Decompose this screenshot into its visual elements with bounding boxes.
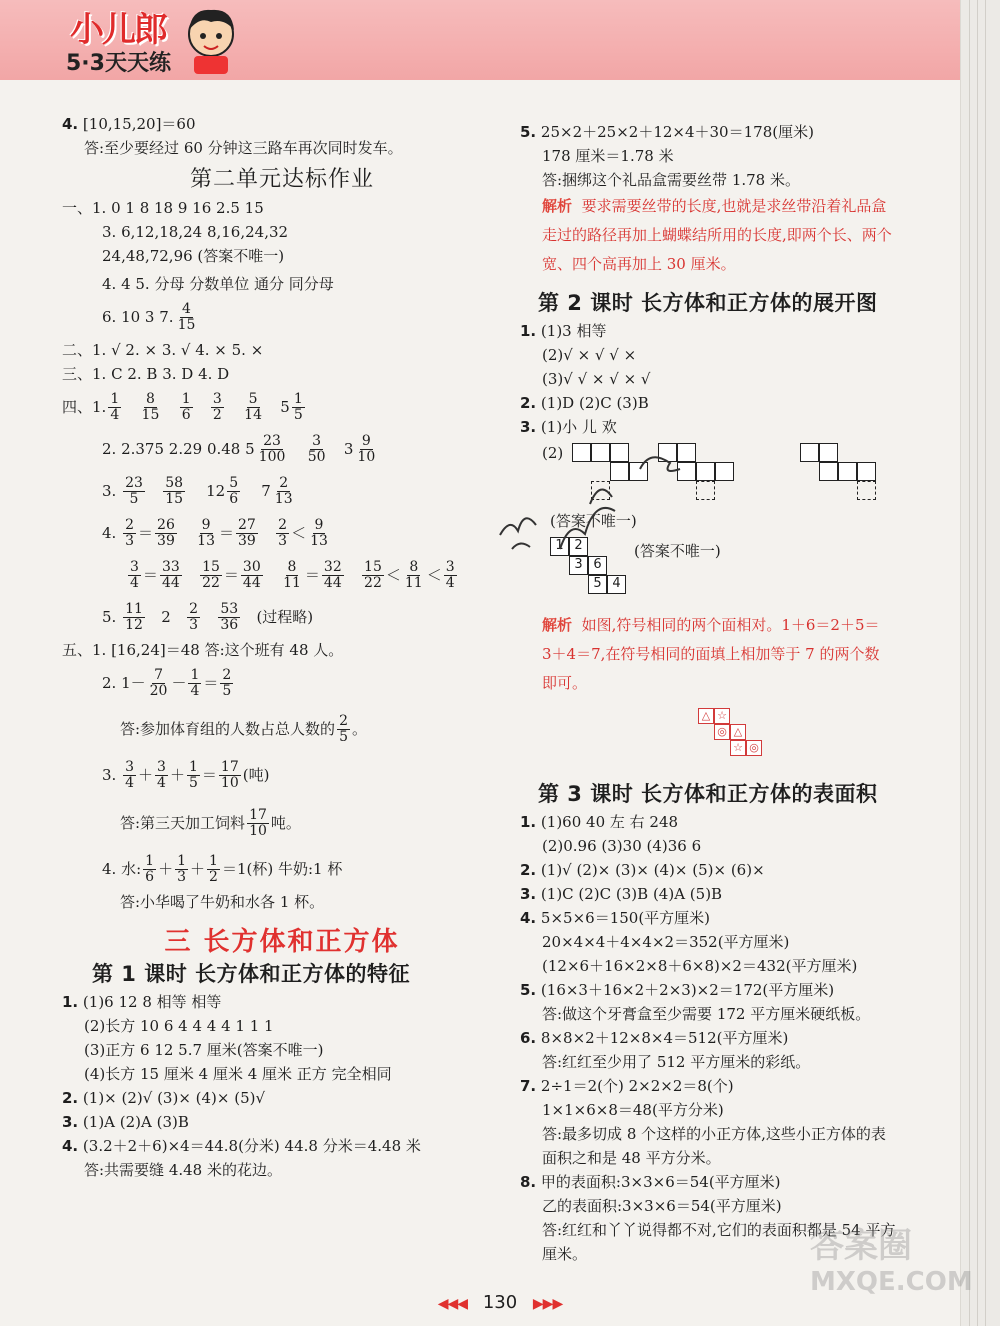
- answer-line: 8. 甲的表面积:3×3×6＝54(平方厘米): [520, 1173, 781, 1191]
- answer-line: (3)√ √ × √ × √: [542, 370, 651, 388]
- answer-line: 4. 5×5×6＝150(平方厘米): [520, 909, 711, 927]
- answer-line: 4. (3.2＋2＋6)×4＝44.8(分米) 44.8 分米＝4.48 米: [62, 1137, 421, 1155]
- answer-line: 3. $\frac{23}{5}$ $\frac{58}{15}$ 12 $\frac{5}{6}$ 7 $\frac{2}{13}$: [102, 474, 293, 507]
- answer-line: 3. (1)A (2)A (3)B: [62, 1113, 189, 1131]
- answer-line: 2. 1－ $\frac{7}{20}$ － $\frac{1}{4}$ ＝ $\frac{2}{5}$: [102, 666, 232, 699]
- answer-line: 4. 4 5. 分母 分数单位 通分 同分母: [102, 275, 334, 293]
- answer-line: 答:红红至少用了 512 平方厘米的彩纸。: [542, 1053, 811, 1071]
- answer-line: 3. $\frac{3}{4}$ ＋ $\frac{3}{4}$ ＋ $\frac{1}{5}$ ＝ $\frac{17}{10}$ (吨): [102, 758, 270, 791]
- answer-line: 面积之和是 48 平方分米。: [542, 1149, 721, 1167]
- answer-line: 1. (1)6 12 8 相等 相等: [62, 993, 222, 1011]
- answer-line: 五、1. [16,24]＝48 答:这个班有 48 人。: [62, 641, 344, 659]
- answer-line: 答:共需要缝 4.48 米的花边。: [84, 1161, 282, 1179]
- answer-line: 4. 水: $\frac{1}{6}$ ＋ $\frac{1}{3}$ ＋ $\frac{1}{2}$ ＝1(杯) 牛奶:1 杯: [102, 852, 343, 885]
- net-diagrams: (2) (答案不唯一) 1 2 3 6 5 4 (答案不唯一): [520, 439, 960, 611]
- lesson-title: 第 3 课时 长方体和正方体的表面积: [538, 782, 878, 806]
- watermark-logo: 答案圈 MXQE.COM: [810, 1226, 973, 1297]
- answer-line: 1×1×6×8＝48(平方分米): [542, 1101, 724, 1119]
- answer-line: 2. (1)√ (2)× (3)× (4)× (5)× (6)×: [520, 861, 765, 879]
- answer-line: 5. 25×2＋25×2＋12×4＋30＝178(厘米): [520, 123, 814, 141]
- answer-line: 20×4×4＋4×4×2＝352(平方厘米): [542, 933, 790, 951]
- answer-line: 5. $\frac{11}{12}$ 2 $\frac{2}{3}$ $\frac{53}{36}$ (过程略): [102, 600, 314, 633]
- answer-line: 三、1. C 2. B 3. D 4. D: [62, 365, 230, 383]
- answer-line: (12×6＋16×2×8＋6×8)×2＝432(平方厘米): [542, 957, 858, 975]
- answer-line: 答:小华喝了牛奶和水各 1 杯。: [120, 893, 325, 911]
- answer-line: 答:至少要经过 60 分钟这三路车再次同时发车。: [84, 139, 403, 157]
- answer-line: 厘米。: [542, 1245, 588, 1263]
- answer-line: 1. (1)3 相等: [520, 322, 607, 340]
- unit-title: 三 长方体和正方体: [164, 927, 400, 957]
- answer-line: 答:红红和丫丫说得都不对,它们的表面积都是 54 平方: [542, 1221, 896, 1239]
- answer-line: 4. [10,15,20]＝60: [62, 115, 196, 133]
- answer-line: 乙的表面积:3×3×6＝54(平方厘米): [542, 1197, 782, 1215]
- answer-line: (2)√ × √ √ ×: [542, 346, 637, 364]
- brand-subtitle: 5·3天天练: [66, 51, 171, 76]
- left-column: [62, 112, 502, 1182]
- prev-page-arrows[interactable]: ◀◀◀: [437, 1296, 468, 1312]
- answer-line: 3. 6,12,18,24 8,16,24,32: [102, 223, 289, 241]
- mascot-icon: [180, 4, 242, 76]
- answer-line: (2)0.96 (3)30 (4)36 6: [542, 837, 702, 855]
- page-number: 130: [482, 1292, 518, 1313]
- lesson-title: 第 2 课时 长方体和正方体的展开图: [538, 291, 878, 315]
- answer-line: 7. 2÷1＝2(个) 2×2×2＝8(个): [520, 1077, 734, 1095]
- answer-line: 答:第三天加工饲料 $\frac{17}{10}$ 吨。: [120, 806, 301, 839]
- answer-line: 一、1. 0 1 8 18 9 16 2.5 15: [62, 199, 264, 217]
- answer-line: 四、1. $\frac{1}{4}$ $\frac{8}{15}$ $\frac{1}{6}$ $\frac{3}{2}$ $\frac{5}{14}$ 5 $\frac{1}{5}$: [62, 390, 303, 423]
- symbol-net: △ ☆ ◎ △ ☆ ◎: [520, 698, 960, 774]
- answer-line: 3. (1)C (2)C (3)B (4)A (5)B: [520, 885, 723, 903]
- answer-line: 24,48,72,96 (答案不唯一): [102, 247, 285, 265]
- next-page-arrows[interactable]: ▶▶▶: [532, 1296, 563, 1312]
- page-gutter: [960, 0, 1000, 1326]
- analysis-block: 解析 要求需要丝带的长度,也就是求丝带沿着礼品盒 走过的路径再加上蝴蝶结所用的长度,即两个长、两个 宽、四个高再加上 30 厘米。: [542, 197, 892, 273]
- handwriting-scribble: [490, 439, 730, 589]
- right-column: [520, 120, 960, 1266]
- answer-line: 答:做这个牙膏盒至少需要 172 平方厘米硬纸板。: [542, 1005, 871, 1023]
- section-title: 第二单元达标作业: [189, 167, 374, 192]
- answer-line: 178 厘米＝1.78 米: [542, 147, 674, 165]
- answer-line: 5. (16×3＋16×2＋2×3)×2＝172(平方厘米): [520, 981, 835, 999]
- lesson-title: 第 1 课时 长方体和正方体的特征: [92, 962, 411, 986]
- answer-line: (2)长方 10 6 4 4 4 4 1 1 1: [84, 1017, 274, 1035]
- answer-line: 二、1. √ 2. × 3. √ 4. × 5. ×: [62, 341, 264, 359]
- analysis-block: 解析 如图,符号相同的两个面相对。1＋6＝2＋5＝ 3＋4＝7,在符号相同的面填上相加等于 7 的两个数 即可。: [542, 616, 880, 692]
- answer-line: 6. 8×8×2＋12×8×4＝512(平方厘米): [520, 1029, 789, 1047]
- answer-line: 答:最多切成 8 个这样的小正方体,这些小正方体的表: [542, 1125, 886, 1143]
- answer-line: 答:参加体育组的人数占总人数的 $\frac{2}{5}$ 。: [120, 712, 367, 745]
- brand-title: 小儿郎: [70, 10, 166, 50]
- answer-line: $\frac{3}{4}$ ＝ $\frac{33}{44}$ $\frac{15}{22}$ ＝ $\frac{30}{44}$ $\frac{8}{11}$ ＝ $\frac{32}{44}$ $\frac{15}{22}$ ＜ $\frac{8}{11}$ ＜ $\frac{3}{4}$: [130, 558, 455, 591]
- answer-line: 6. 10 3 7. $\frac{4}{15}$: [102, 300, 196, 333]
- brand-logo: [60, 2, 260, 76]
- answer-line: (4)长方 15 厘米 4 厘米 4 厘米 正方 完全相同: [84, 1065, 392, 1083]
- answer-line: 2. (1)D (2)C (3)B: [520, 394, 649, 412]
- answer-line: 1. (1)60 40 左 右 248: [520, 813, 679, 831]
- answer-line: 2. 2.375 2.29 0.48 5 $\frac{23}{100}$ $\frac{3}{50}$ 3 $\frac{9}{10}$: [102, 432, 376, 465]
- answer-line: (3)正方 6 12 5.7 厘米(答案不唯一): [84, 1041, 324, 1059]
- answer-line: 答:捆绑这个礼品盒需要丝带 1.78 米。: [542, 171, 800, 189]
- answer-line: 4. $\frac{2}{3}$ ＝ $\frac{26}{39}$ $\frac{9}{13}$ ＝ $\frac{27}{39}$ $\frac{2}{3}$ ＜ $\frac{9}{13}$: [102, 516, 328, 549]
- answer-line: 3. (1)小 儿 欢: [520, 418, 617, 436]
- answer-line: 2. (1)× (2)√ (3)× (4)× (5)√: [62, 1089, 266, 1107]
